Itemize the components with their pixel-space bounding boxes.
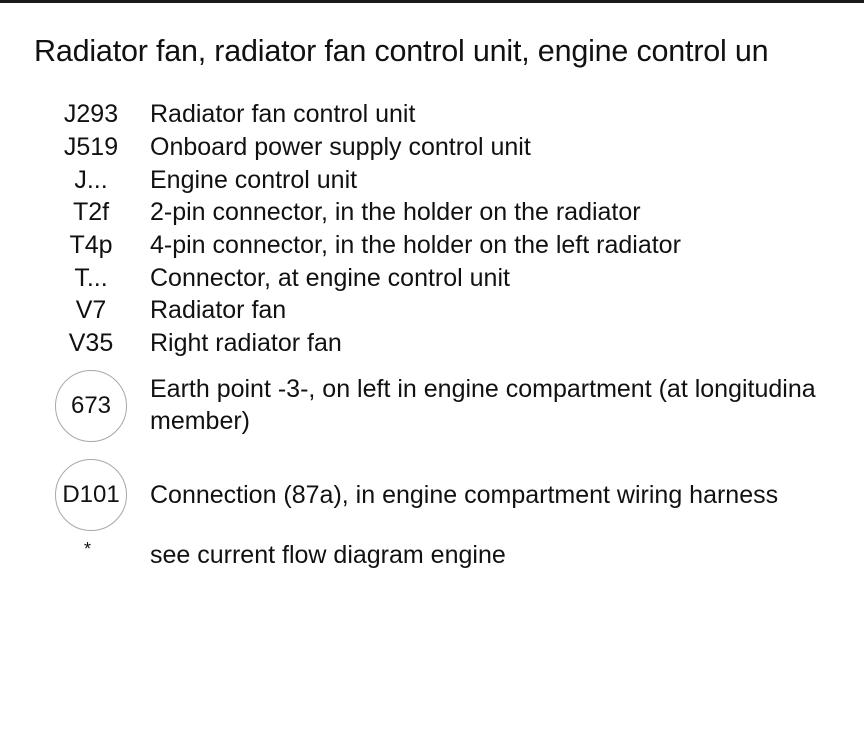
legend-description: Right radiator fan: [150, 329, 342, 357]
legend-description: 4-pin connector, in the holder on the left radiator: [150, 231, 681, 259]
earth-point-description: Earth point -3-, on left in engine compartment (at longitudina member): [150, 375, 816, 435]
legend-row: [0, 196, 864, 228]
legend-code: J293: [63, 100, 119, 128]
page-title: Radiator fan, radiator fan control unit, engine control un: [34, 34, 769, 68]
legend-description: Engine control unit: [150, 166, 358, 194]
legend-code: T...: [74, 264, 108, 292]
connection-symbol: [55, 459, 127, 531]
footnote-text: see current flow diagram engine: [150, 541, 506, 569]
footnote-marker: *: [84, 539, 92, 559]
legend-row: [0, 262, 864, 294]
legend-description: Radiator fan: [150, 296, 287, 324]
earth-point-label: 673: [70, 392, 112, 419]
legend-row: [0, 164, 864, 196]
legend-description: Onboard power supply control unit: [150, 133, 531, 161]
legend-code: J519: [63, 133, 119, 161]
legend-code: T2f: [72, 198, 110, 226]
earth-point-symbol: [55, 370, 127, 442]
legend-description: 2-pin connector, in the holder on the radiator: [150, 198, 641, 226]
legend-description: Connector, at engine control unit: [150, 264, 510, 292]
legend-description: Radiator fan control unit: [150, 100, 416, 128]
legend-row: [0, 131, 864, 163]
legend-code: V35: [68, 329, 114, 357]
connection-row: [0, 457, 864, 533]
legend-row: [0, 98, 864, 130]
legend-code: J...: [74, 166, 108, 194]
legend-code: V7: [75, 296, 107, 324]
legend-row: [0, 327, 864, 359]
legend-row: [0, 229, 864, 261]
earth-point-row: [0, 368, 864, 442]
legend-code: T4p: [69, 231, 113, 259]
connection-label: D101: [62, 481, 120, 508]
connection-description: Connection (87a), in engine compartment wiring harness: [150, 481, 779, 509]
legend-row: [0, 294, 864, 326]
